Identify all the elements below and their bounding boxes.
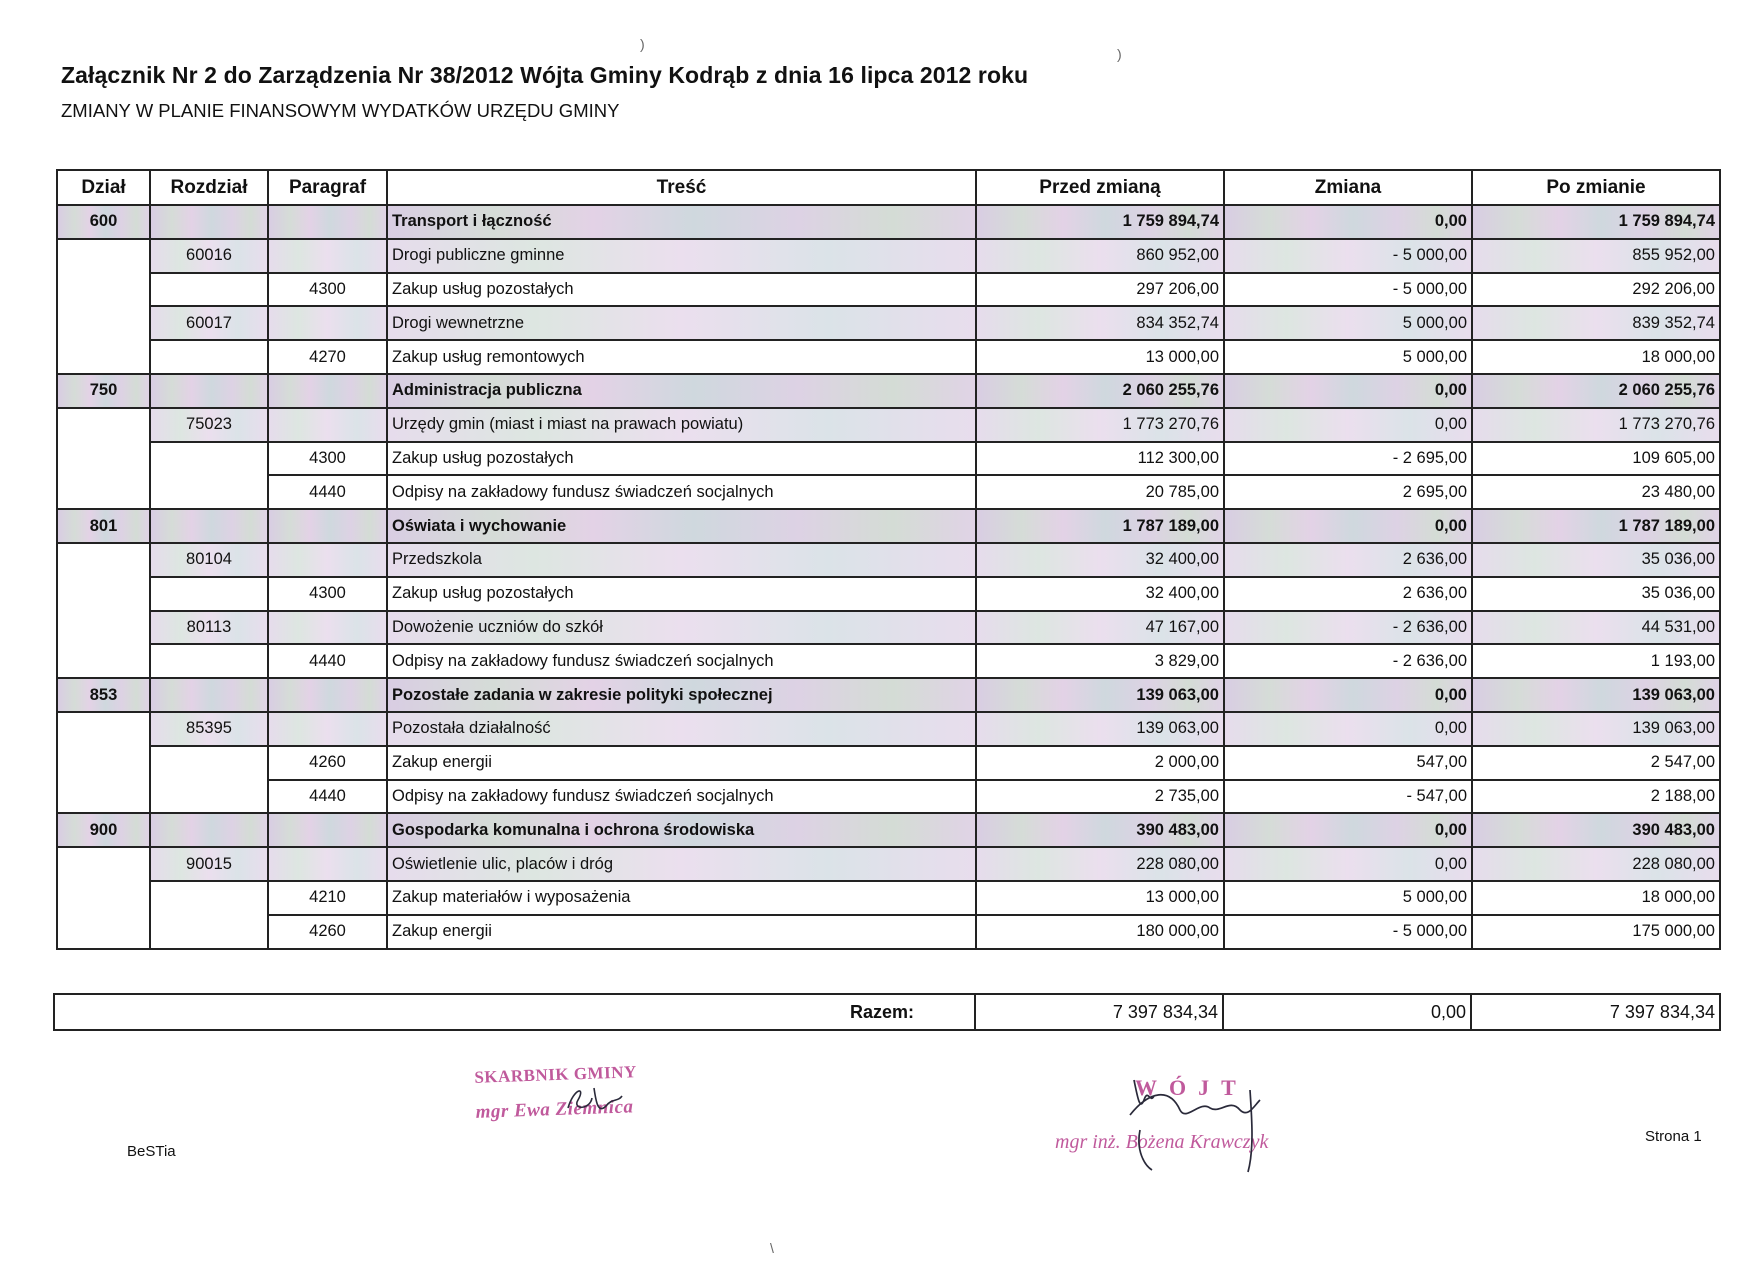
cell-rozdzial (150, 340, 268, 374)
cell-dzial: 801 (57, 509, 150, 543)
cell-przed-zmiana: 2 735,00 (976, 780, 1224, 814)
total-po: 7 397 834,34 (1471, 994, 1720, 1030)
cell-zmiana: - 5 000,00 (1224, 239, 1472, 273)
cell-zmiana: 2 636,00 (1224, 577, 1472, 611)
cell-zmiana: 2 636,00 (1224, 543, 1472, 577)
dzial-row (57, 205, 1720, 239)
cell-rozdzial (150, 881, 268, 915)
cell-po-zmianie: 2 060 255,76 (1472, 374, 1720, 408)
cell-zmiana: 0,00 (1224, 509, 1472, 543)
skarbnik-stamp-title: SKARBNIK GMINY (474, 1062, 638, 1087)
cell-paragraf (268, 712, 387, 746)
paragraf-row (57, 915, 1720, 949)
cell-dzial: 600 (57, 205, 150, 239)
cell-rozdzial: 60016 (150, 239, 268, 273)
scan-mark: ) (640, 36, 645, 52)
cell-dzial (57, 442, 150, 476)
dzial-row (57, 813, 1720, 847)
cell-tresc: Zakup energii (387, 746, 976, 780)
cell-paragraf (268, 543, 387, 577)
cell-przed-zmiana: 228 080,00 (976, 847, 1224, 881)
cell-po-zmianie: 18 000,00 (1472, 881, 1720, 915)
cell-paragraf: 4210 (268, 881, 387, 915)
paragraf-row (57, 577, 1720, 611)
cell-paragraf (268, 813, 387, 847)
scan-mark: ) (1117, 46, 1122, 62)
cell-rozdzial (150, 509, 268, 543)
cell-paragraf: 4300 (268, 442, 387, 476)
paragraf-row (57, 881, 1720, 915)
cell-rozdzial: 60017 (150, 306, 268, 340)
cell-dzial (57, 340, 150, 374)
dzial-row (57, 509, 1720, 543)
cell-tresc: Odpisy na zakładowy fundusz świadczeń socjalnych (387, 475, 976, 509)
cell-dzial: 750 (57, 374, 150, 408)
cell-rozdzial: 90015 (150, 847, 268, 881)
cell-rozdzial: 80104 (150, 543, 268, 577)
skarbnik-signature (560, 1080, 630, 1120)
total-table (53, 993, 1721, 1031)
cell-paragraf: 4260 (268, 746, 387, 780)
cell-po-zmianie: 1 193,00 (1472, 644, 1720, 678)
cell-paragraf (268, 678, 387, 712)
cell-przed-zmiana: 32 400,00 (976, 577, 1224, 611)
cell-po-zmianie: 2 547,00 (1472, 746, 1720, 780)
cell-dzial (57, 915, 150, 949)
cell-przed-zmiana: 1 787 189,00 (976, 509, 1224, 543)
cell-paragraf: 4440 (268, 644, 387, 678)
scan-mark: \ (770, 1240, 774, 1256)
cell-rozdzial (150, 374, 268, 408)
cell-przed-zmiana: 2 060 255,76 (976, 374, 1224, 408)
cell-paragraf: 4440 (268, 475, 387, 509)
cell-rozdzial (150, 442, 268, 476)
paragraf-row (57, 780, 1720, 814)
rozdzial-row (57, 543, 1720, 577)
cell-dzial (57, 273, 150, 307)
cell-rozdzial (150, 915, 268, 949)
cell-dzial (57, 239, 150, 273)
cell-paragraf (268, 847, 387, 881)
table-body (57, 205, 1720, 949)
paragraf-row (57, 442, 1720, 476)
cell-tresc: Pozostała działalność (387, 712, 976, 746)
cell-po-zmianie: 228 080,00 (1472, 847, 1720, 881)
paragraf-row (57, 340, 1720, 374)
cell-dzial: 900 (57, 813, 150, 847)
paragraf-row (57, 475, 1720, 509)
cell-rozdzial: 85395 (150, 712, 268, 746)
rozdzial-row (57, 239, 1720, 273)
cell-zmiana: 5 000,00 (1224, 306, 1472, 340)
total-przed: 7 397 834,34 (975, 994, 1223, 1030)
cell-po-zmianie: 18 000,00 (1472, 340, 1720, 374)
cell-zmiana: 2 695,00 (1224, 475, 1472, 509)
cell-przed-zmiana: 390 483,00 (976, 813, 1224, 847)
dzial-row (57, 374, 1720, 408)
cell-dzial: 853 (57, 678, 150, 712)
header-przed-zmiana: Przed zmianą (976, 170, 1224, 205)
cell-tresc: Odpisy na zakładowy fundusz świadczeń socjalnych (387, 644, 976, 678)
cell-po-zmianie: 839 352,74 (1472, 306, 1720, 340)
rozdzial-row (57, 306, 1720, 340)
cell-zmiana: - 547,00 (1224, 780, 1472, 814)
cell-rozdzial (150, 678, 268, 712)
cell-po-zmianie: 139 063,00 (1472, 678, 1720, 712)
header-rozdzial: Rozdział (150, 170, 268, 205)
cell-tresc: Oświata i wychowanie (387, 509, 976, 543)
cell-przed-zmiana: 47 167,00 (976, 611, 1224, 645)
cell-tresc: Zakup energii (387, 915, 976, 949)
page-number: Strona 1 (1645, 1128, 1702, 1145)
cell-zmiana: 5 000,00 (1224, 881, 1472, 915)
cell-dzial (57, 644, 150, 678)
footer-software-name: BeSTia (127, 1143, 176, 1160)
cell-paragraf: 4260 (268, 915, 387, 949)
cell-tresc: Dowożenie uczniów do szkół (387, 611, 976, 645)
document-title: Załącznik Nr 2 do Zarządzenia Nr 38/2012 Wójta Gminy Kodrąb z dnia 16 lipca 2012 roku (61, 62, 1029, 88)
cell-po-zmianie: 855 952,00 (1472, 239, 1720, 273)
paragraf-row (57, 273, 1720, 307)
cell-po-zmianie: 23 480,00 (1472, 475, 1720, 509)
paragraf-row (57, 746, 1720, 780)
cell-zmiana: 0,00 (1224, 847, 1472, 881)
cell-po-zmianie: 35 036,00 (1472, 577, 1720, 611)
cell-dzial (57, 543, 150, 577)
cell-dzial (57, 712, 150, 746)
cell-rozdzial (150, 205, 268, 239)
cell-przed-zmiana: 2 000,00 (976, 746, 1224, 780)
header-tresc: Treść (387, 170, 976, 205)
cell-tresc: Drogi publiczne gminne (387, 239, 976, 273)
cell-po-zmianie: 292 206,00 (1472, 273, 1720, 307)
cell-po-zmianie: 1 773 270,76 (1472, 408, 1720, 442)
cell-przed-zmiana: 1 773 270,76 (976, 408, 1224, 442)
cell-tresc: Odpisy na zakładowy fundusz świadczeń socjalnych (387, 780, 976, 814)
cell-paragraf (268, 611, 387, 645)
cell-rozdzial (150, 746, 268, 780)
cell-zmiana: 5 000,00 (1224, 340, 1472, 374)
rozdzial-row (57, 847, 1720, 881)
cell-dzial (57, 306, 150, 340)
cell-dzial (57, 408, 150, 442)
cell-przed-zmiana: 13 000,00 (976, 340, 1224, 374)
wojt-stamp-title: WÓJT (1135, 1075, 1248, 1100)
cell-tresc: Pozostałe zadania w zakresie polityki społecznej (387, 678, 976, 712)
cell-zmiana: - 2 695,00 (1224, 442, 1472, 476)
cell-paragraf (268, 509, 387, 543)
cell-paragraf (268, 239, 387, 273)
cell-przed-zmiana: 834 352,74 (976, 306, 1224, 340)
cell-przed-zmiana: 20 785,00 (976, 475, 1224, 509)
cell-zmiana: - 5 000,00 (1224, 273, 1472, 307)
cell-rozdzial (150, 577, 268, 611)
cell-zmiana: 547,00 (1224, 746, 1472, 780)
cell-rozdzial (150, 273, 268, 307)
paragraf-row (57, 644, 1720, 678)
cell-tresc: Przedszkola (387, 543, 976, 577)
cell-przed-zmiana: 112 300,00 (976, 442, 1224, 476)
cell-zmiana: 0,00 (1224, 205, 1472, 239)
cell-tresc: Transport i łączność (387, 205, 976, 239)
cell-rozdzial: 75023 (150, 408, 268, 442)
cell-przed-zmiana: 1 759 894,74 (976, 205, 1224, 239)
cell-po-zmianie: 109 605,00 (1472, 442, 1720, 476)
cell-tresc: Zakup usług remontowych (387, 340, 976, 374)
cell-paragraf (268, 408, 387, 442)
total-row (54, 994, 1720, 1030)
cell-zmiana: - 2 636,00 (1224, 611, 1472, 645)
cell-po-zmianie: 44 531,00 (1472, 611, 1720, 645)
cell-dzial (57, 881, 150, 915)
cell-zmiana: 0,00 (1224, 374, 1472, 408)
total-zmiana: 0,00 (1223, 994, 1471, 1030)
wojt-signature (1120, 1070, 1300, 1180)
cell-tresc: Zakup usług pozostałych (387, 273, 976, 307)
cell-po-zmianie: 2 188,00 (1472, 780, 1720, 814)
table-header-row (57, 170, 1720, 205)
cell-po-zmianie: 390 483,00 (1472, 813, 1720, 847)
cell-dzial (57, 847, 150, 881)
cell-paragraf (268, 306, 387, 340)
cell-po-zmianie: 175 000,00 (1472, 915, 1720, 949)
cell-dzial (57, 611, 150, 645)
skarbnik-stamp-name: mgr Ewa Ziemnica (475, 1096, 634, 1123)
rozdzial-row (57, 611, 1720, 645)
cell-paragraf (268, 374, 387, 408)
wojt-stamp-name: mgr inż. Bożena Krawczyk (1055, 1131, 1269, 1153)
total-label: Razem: (54, 994, 975, 1030)
rozdzial-row (57, 408, 1720, 442)
cell-przed-zmiana: 180 000,00 (976, 915, 1224, 949)
cell-po-zmianie: 35 036,00 (1472, 543, 1720, 577)
cell-dzial (57, 780, 150, 814)
cell-tresc: Zakup usług pozostałych (387, 577, 976, 611)
cell-paragraf (268, 205, 387, 239)
cell-zmiana: 0,00 (1224, 408, 1472, 442)
cell-przed-zmiana: 860 952,00 (976, 239, 1224, 273)
cell-tresc: Zakup usług pozostałych (387, 442, 976, 476)
header-paragraf: Paragraf (268, 170, 387, 205)
cell-zmiana: - 5 000,00 (1224, 915, 1472, 949)
document-subtitle: ZMIANY W PLANIE FINANSOWYM WYDATKÓW URZĘDU GMINY (61, 100, 620, 121)
cell-rozdzial (150, 780, 268, 814)
cell-paragraf: 4440 (268, 780, 387, 814)
cell-tresc: Administracja publiczna (387, 374, 976, 408)
cell-tresc: Drogi wewnetrzne (387, 306, 976, 340)
cell-zmiana: 0,00 (1224, 712, 1472, 746)
cell-paragraf: 4300 (268, 577, 387, 611)
cell-rozdzial (150, 813, 268, 847)
cell-zmiana: 0,00 (1224, 678, 1472, 712)
cell-przed-zmiana: 13 000,00 (976, 881, 1224, 915)
cell-przed-zmiana: 297 206,00 (976, 273, 1224, 307)
cell-po-zmianie: 1 787 189,00 (1472, 509, 1720, 543)
cell-dzial (57, 746, 150, 780)
cell-tresc: Urzędy gmin (miast i miast na prawach powiatu) (387, 408, 976, 442)
cell-po-zmianie: 1 759 894,74 (1472, 205, 1720, 239)
header-dzial: Dział (57, 170, 150, 205)
cell-przed-zmiana: 139 063,00 (976, 712, 1224, 746)
budget-table (56, 169, 1721, 950)
cell-paragraf: 4300 (268, 273, 387, 307)
rozdzial-row (57, 712, 1720, 746)
cell-dzial (57, 475, 150, 509)
cell-przed-zmiana: 32 400,00 (976, 543, 1224, 577)
header-zmiana: Zmiana (1224, 170, 1472, 205)
cell-po-zmianie: 139 063,00 (1472, 712, 1720, 746)
cell-tresc: Oświetlenie ulic, placów i dróg (387, 847, 976, 881)
header-po-zmianie: Po zmianie (1472, 170, 1720, 205)
cell-dzial (57, 577, 150, 611)
cell-rozdzial (150, 475, 268, 509)
cell-tresc: Zakup materiałów i wyposażenia (387, 881, 976, 915)
cell-zmiana: 0,00 (1224, 813, 1472, 847)
dzial-row (57, 678, 1720, 712)
cell-zmiana: - 2 636,00 (1224, 644, 1472, 678)
cell-rozdzial (150, 644, 268, 678)
cell-przed-zmiana: 3 829,00 (976, 644, 1224, 678)
cell-paragraf: 4270 (268, 340, 387, 374)
cell-tresc: Gospodarka komunalna i ochrona środowiska (387, 813, 976, 847)
cell-przed-zmiana: 139 063,00 (976, 678, 1224, 712)
cell-rozdzial: 80113 (150, 611, 268, 645)
